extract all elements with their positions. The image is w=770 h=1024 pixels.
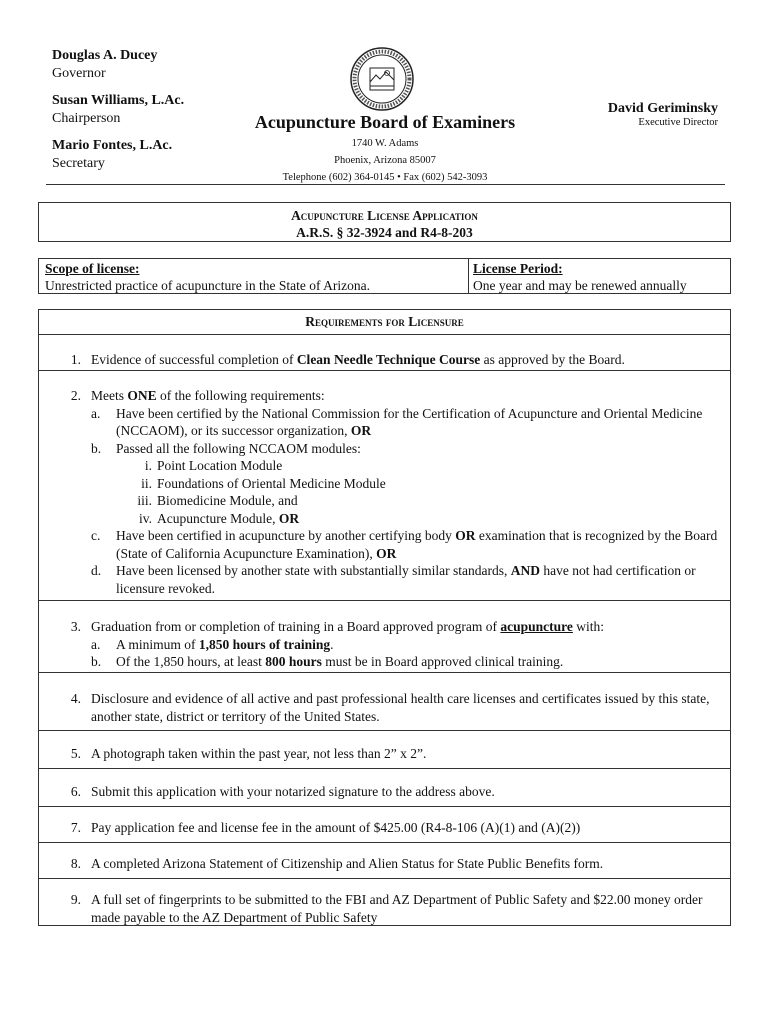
req-number: 1. <box>70 352 81 367</box>
module-i <box>116 457 722 475</box>
module-iv <box>116 510 722 528</box>
scope-cell <box>39 259 469 293</box>
scope-value: Unrestricted practice of acupuncture in the State of Arizona. <box>45 278 370 293</box>
sub-text: have not had certification or licensure revoked. <box>116 563 696 596</box>
sub-label: d. <box>91 563 102 578</box>
sub-text: Biomedicine Module, and <box>157 493 298 508</box>
req-number: 4. <box>70 691 81 706</box>
sub-text: examination that is recognized by the Board (State of California Acupuncture Examination), <box>116 528 718 561</box>
requirement-2 <box>39 371 730 601</box>
sub-label: c. <box>91 528 101 543</box>
req-number: 2. <box>70 388 81 403</box>
chair-title: Chairperson <box>52 111 121 126</box>
module-iii <box>116 492 722 510</box>
sub-label: ii. <box>141 475 152 491</box>
license-period-cell <box>469 259 730 293</box>
sub-bold: 800 hours <box>265 654 322 669</box>
req-number: 7. <box>70 820 81 835</box>
req-text: Evidence of successful completion of <box>91 352 297 367</box>
req-text: A completed Arizona Statement of Citizenship and Alien Status for State Public Benefits form. <box>91 856 604 871</box>
sub-bold: OR <box>350 423 372 438</box>
sub-text: Foundations of Oriental Medicine Module <box>157 475 386 491</box>
sub-item-a <box>91 405 722 440</box>
req-text: A full set of fingerprints to be submitted to the FBI and AZ Department of Public Safety and $22.00 money order made payable to the AZ Department of Public Safety <box>91 892 703 925</box>
req-bold: ONE <box>127 388 157 403</box>
chair-name: Susan Williams, L.Ac. <box>52 93 185 108</box>
application-title-box <box>38 202 731 242</box>
req-number: 5. <box>70 746 81 761</box>
sub-item-d <box>91 562 722 597</box>
module-ii <box>116 475 722 493</box>
sub-bold: OR <box>376 545 397 561</box>
req-text: as approved by the Board. <box>480 352 625 367</box>
req-number: 3. <box>70 619 81 634</box>
req-bold: Clean Needle Technique Course <box>296 352 481 367</box>
governor-title: Governor <box>52 66 106 81</box>
sub-text: Have been certified by the National Commission for the Certification of Acupuncture and Oriental Medicine (NCCAOM), or its successor organization, <box>116 405 703 438</box>
scope-label: Scope of license: <box>45 261 140 276</box>
requirements-heading: Requirements for Licensure <box>39 310 730 335</box>
governor-block <box>52 47 157 83</box>
sub-text: Point Location Module <box>157 458 283 473</box>
address-line-1: 1740 W. Adams <box>351 138 419 149</box>
license-period-value: One year and may be renewed annually <box>473 278 687 293</box>
sub-item-b <box>91 440 722 458</box>
sub-text: Of the 1,850 hours, at least <box>116 654 266 669</box>
sub-text: Passed all the following NCCAOM modules: <box>116 440 361 456</box>
sub-label: a. <box>91 636 101 652</box>
arizona-state-seal-icon <box>349 46 415 112</box>
sub-label: b. <box>91 654 102 669</box>
sub-bold: OR <box>278 510 300 526</box>
board-title: Acupuncture Board of Examiners <box>254 112 516 132</box>
sub-text: . <box>330 636 334 652</box>
requirement-8 <box>39 843 730 879</box>
req-text: of the following requirements: <box>156 388 325 403</box>
sub-label: a. <box>91 405 101 421</box>
req-text: Submit this application with your notarized signature to the address above. <box>91 784 495 799</box>
director-title: Executive Director <box>638 117 718 128</box>
header-divider <box>46 184 725 185</box>
sub-item-b <box>91 653 722 671</box>
secretary-title: Secretary <box>52 156 105 171</box>
req-number: 9. <box>70 892 81 907</box>
sub-bold: AND <box>510 563 541 578</box>
sub-text: A minimum of <box>116 636 199 652</box>
requirement-4 <box>39 673 730 731</box>
scope-box <box>38 258 731 294</box>
sub-bold: 1,850 hours of training <box>198 636 331 652</box>
requirement-5 <box>39 731 730 769</box>
secretary-name: Mario Fontes, L.Ac. <box>52 138 173 153</box>
req-text: with: <box>572 619 605 634</box>
license-period-label: License Period: <box>473 261 563 276</box>
sub-item-a <box>91 636 722 654</box>
req-bold: acupuncture <box>500 619 573 634</box>
sub-bold: OR <box>455 528 476 543</box>
statute-reference: A.R.S. § 32-3924 and R4-8-203 <box>296 225 473 240</box>
requirement-6 <box>39 769 730 807</box>
sub-label: b. <box>91 440 102 456</box>
sub-label: i. <box>144 458 152 473</box>
requirements-box <box>38 309 731 926</box>
req-text: Graduation from or completion of training in a Board approved program of <box>91 619 501 634</box>
requirement-7 <box>39 807 730 843</box>
req-text: A photograph taken within the past year, not less than 2” x 2”. <box>91 746 427 761</box>
requirement-3 <box>39 601 730 673</box>
sub-text: Have been licensed by another state with substantially similar standards, <box>116 563 511 578</box>
address-line-2: Phoenix, Arizona 85007 <box>334 155 436 166</box>
requirement-9 <box>39 879 730 925</box>
sub-text: must be in Board approved clinical training. <box>321 654 564 669</box>
director-name: David Geriminsky <box>607 101 718 116</box>
req-number: 8. <box>70 856 81 871</box>
sub-item-c <box>91 527 722 562</box>
req-number: 6. <box>70 784 81 799</box>
sub-label: iv. <box>139 510 152 526</box>
sub-text: Acupuncture Module, <box>157 510 279 526</box>
req-text: Meets <box>91 388 128 403</box>
requirement-1 <box>39 335 730 371</box>
application-title: Acupuncture License Application <box>291 208 478 223</box>
req-text: Disclosure and evidence of all active and past professional health care licenses and certificates issued by this state, another state, district or territory of the United States. <box>91 691 710 724</box>
sub-label: iii. <box>137 493 152 508</box>
director-block <box>560 101 718 128</box>
governor-name: Douglas A. Ducey <box>52 48 158 63</box>
sub-text: Have been certified in acupuncture by another certifying body <box>116 528 456 543</box>
phone-fax: Telephone (602) 364-0145 • Fax (602) 542-3093 <box>282 172 488 183</box>
req-text: Pay application fee and license fee in the amount of $425.00 (R4-8-106 (A)(1) and (A)(2)) <box>91 820 581 835</box>
